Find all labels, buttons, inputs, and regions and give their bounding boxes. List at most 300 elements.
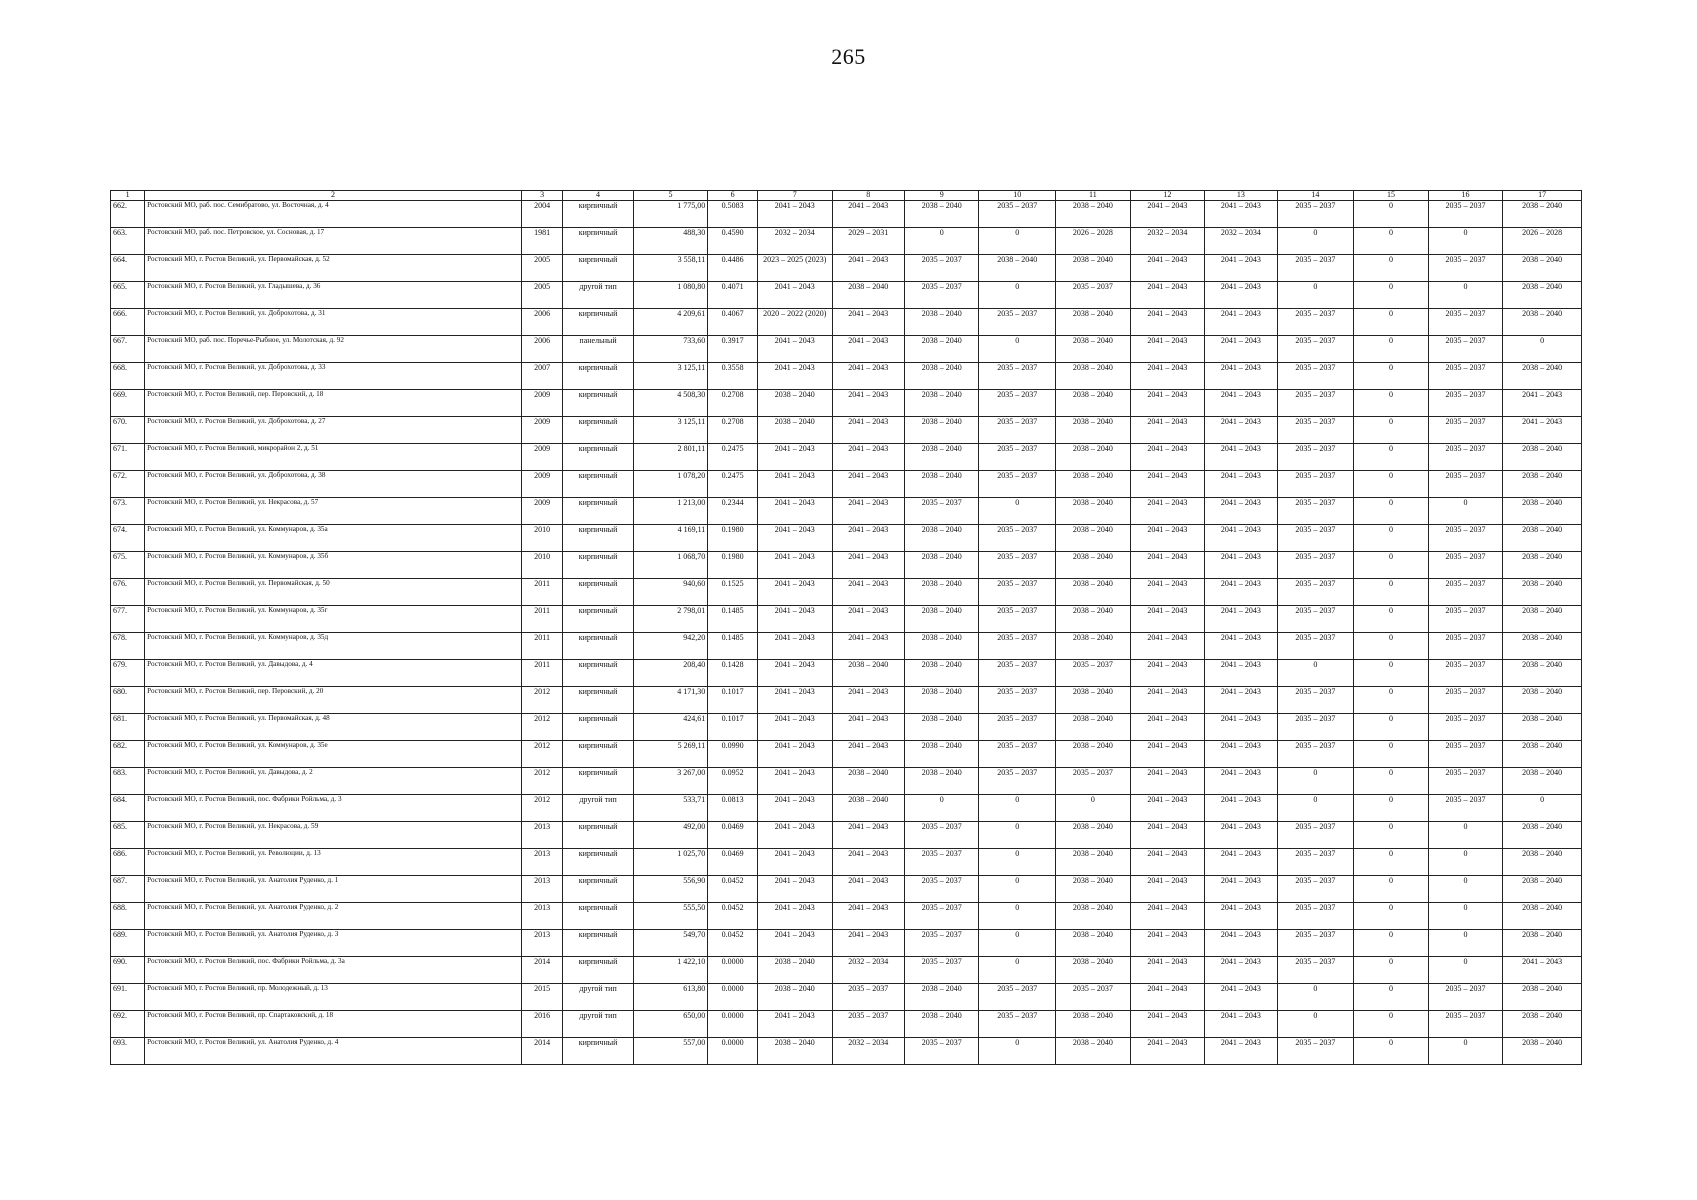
wear-ratio-cell: 0.2344 [708, 498, 758, 525]
period-c14-cell: 2035 – 2037 [1277, 822, 1354, 849]
period-c11-cell: 2038 – 2040 [1056, 1011, 1131, 1038]
period-c13-cell: 2041 – 2043 [1205, 201, 1277, 228]
period-c8-cell: 2041 – 2043 [832, 876, 904, 903]
period-c15-cell: 0 [1354, 660, 1429, 687]
period-c9-cell: 2035 – 2037 [904, 930, 979, 957]
address-cell: Ростовский МО, г. Ростов Великий, ул. Некрасова, д. 57 [145, 498, 522, 525]
wear-ratio-cell: 0.1485 [708, 606, 758, 633]
period-c9-cell: 2038 – 2040 [904, 201, 979, 228]
period-c14-cell: 2035 – 2037 [1277, 498, 1354, 525]
period-c10-cell: 2035 – 2037 [979, 471, 1056, 498]
row-number-cell: 663. [111, 228, 145, 255]
area-cell: 549,70 [633, 930, 708, 957]
address-cell: Ростовский МО, г. Ростов Великий, ул. Коммунаров, д. 35е [145, 741, 522, 768]
period-c8-cell: 2032 – 2034 [832, 1038, 904, 1065]
period-c15-cell: 0 [1354, 336, 1429, 363]
period-c13-cell: 2041 – 2043 [1205, 660, 1277, 687]
column-header-16: 16 [1428, 191, 1503, 201]
period-c7-cell: 2041 – 2043 [757, 282, 832, 309]
table-row [111, 741, 1582, 768]
period-c13-cell: 2032 – 2034 [1205, 228, 1277, 255]
row-number-cell: 674. [111, 525, 145, 552]
period-c13-cell: 2041 – 2043 [1205, 255, 1277, 282]
area-cell: 557,00 [633, 1038, 708, 1065]
table-row [111, 471, 1582, 498]
period-c10-cell: 2035 – 2037 [979, 660, 1056, 687]
year-built-cell: 1981 [521, 228, 562, 255]
period-c9-cell: 0 [904, 795, 979, 822]
wear-ratio-cell: 0.2708 [708, 417, 758, 444]
period-c8-cell: 2041 – 2043 [832, 498, 904, 525]
area-cell: 3 267,00 [633, 768, 708, 795]
period-c14-cell: 2035 – 2037 [1277, 579, 1354, 606]
period-c16-cell: 0 [1428, 282, 1503, 309]
row-number-cell: 665. [111, 282, 145, 309]
period-c7-cell: 2023 – 2025 (2023) [757, 255, 832, 282]
column-header-6: 6 [708, 191, 758, 201]
column-header-2: 2 [145, 191, 522, 201]
period-c8-cell: 2041 – 2043 [832, 201, 904, 228]
period-c16-cell: 0 [1428, 903, 1503, 930]
wall-material-cell: другой тип [563, 282, 633, 309]
column-header-8: 8 [832, 191, 904, 201]
period-c9-cell: 2038 – 2040 [904, 417, 979, 444]
period-c11-cell: 2038 – 2040 [1056, 849, 1131, 876]
table-row [111, 579, 1582, 606]
year-built-cell: 2007 [521, 363, 562, 390]
period-c17-cell: 2038 – 2040 [1503, 768, 1582, 795]
wall-material-cell: кирпичный [563, 552, 633, 579]
period-c14-cell: 2035 – 2037 [1277, 957, 1354, 984]
period-c13-cell: 2041 – 2043 [1205, 849, 1277, 876]
area-cell: 1 213,00 [633, 498, 708, 525]
period-c14-cell: 0 [1277, 1011, 1354, 1038]
row-number-cell: 676. [111, 579, 145, 606]
period-c10-cell: 2035 – 2037 [979, 606, 1056, 633]
year-built-cell: 2013 [521, 876, 562, 903]
period-c7-cell: 2041 – 2043 [757, 633, 832, 660]
period-c17-cell: 2038 – 2040 [1503, 1038, 1582, 1065]
period-c10-cell: 2035 – 2037 [979, 687, 1056, 714]
year-built-cell: 2005 [521, 282, 562, 309]
period-c9-cell: 2035 – 2037 [904, 849, 979, 876]
year-built-cell: 2009 [521, 471, 562, 498]
area-cell: 1 068,70 [633, 552, 708, 579]
period-c9-cell: 2038 – 2040 [904, 1011, 979, 1038]
period-c12-cell: 2041 – 2043 [1130, 1038, 1205, 1065]
wear-ratio-cell: 0.5083 [708, 201, 758, 228]
column-header-5: 5 [633, 191, 708, 201]
address-cell: Ростовский МО, г. Ростов Великий, пр. Спартаковский, д. 18 [145, 1011, 522, 1038]
period-c9-cell: 2035 – 2037 [904, 498, 979, 525]
period-c17-cell: 2038 – 2040 [1503, 282, 1582, 309]
period-c17-cell: 2038 – 2040 [1503, 471, 1582, 498]
wear-ratio-cell: 0.0469 [708, 849, 758, 876]
area-cell: 5 269,11 [633, 741, 708, 768]
period-c12-cell: 2041 – 2043 [1130, 768, 1205, 795]
wall-material-cell: панельный [563, 336, 633, 363]
period-c7-cell: 2041 – 2043 [757, 660, 832, 687]
period-c17-cell: 2038 – 2040 [1503, 687, 1582, 714]
period-c14-cell: 2035 – 2037 [1277, 903, 1354, 930]
period-c9-cell: 2038 – 2040 [904, 363, 979, 390]
period-c14-cell: 2035 – 2037 [1277, 930, 1354, 957]
period-c16-cell: 2035 – 2037 [1428, 795, 1503, 822]
period-c11-cell: 2038 – 2040 [1056, 444, 1131, 471]
period-c7-cell: 2041 – 2043 [757, 768, 832, 795]
table-row [111, 903, 1582, 930]
wear-ratio-cell: 0.1428 [708, 660, 758, 687]
period-c17-cell: 2038 – 2040 [1503, 309, 1582, 336]
period-c17-cell: 2038 – 2040 [1503, 741, 1582, 768]
period-c7-cell: 2041 – 2043 [757, 579, 832, 606]
period-c15-cell: 0 [1354, 228, 1429, 255]
period-c16-cell: 2035 – 2037 [1428, 768, 1503, 795]
schedule-table [110, 190, 1582, 1065]
row-number-cell: 687. [111, 876, 145, 903]
period-c12-cell: 2041 – 2043 [1130, 1011, 1205, 1038]
wear-ratio-cell: 0.4590 [708, 228, 758, 255]
address-cell: Ростовский МО, г. Ростов Великий, ул. Коммунаров, д. 35а [145, 525, 522, 552]
year-built-cell: 2016 [521, 1011, 562, 1038]
period-c11-cell: 2038 – 2040 [1056, 1038, 1131, 1065]
period-c9-cell: 2038 – 2040 [904, 768, 979, 795]
period-c16-cell: 2035 – 2037 [1428, 363, 1503, 390]
period-c9-cell: 2038 – 2040 [904, 579, 979, 606]
wear-ratio-cell: 0.0000 [708, 1038, 758, 1065]
year-built-cell: 2006 [521, 336, 562, 363]
wall-material-cell: кирпичный [563, 768, 633, 795]
period-c11-cell: 2038 – 2040 [1056, 930, 1131, 957]
year-built-cell: 2015 [521, 984, 562, 1011]
period-c15-cell: 0 [1354, 579, 1429, 606]
period-c9-cell: 0 [904, 228, 979, 255]
period-c7-cell: 2041 – 2043 [757, 741, 832, 768]
period-c16-cell: 2035 – 2037 [1428, 984, 1503, 1011]
wear-ratio-cell: 0.1485 [708, 633, 758, 660]
period-c16-cell: 2035 – 2037 [1428, 687, 1503, 714]
period-c11-cell: 2038 – 2040 [1056, 417, 1131, 444]
row-number-cell: 680. [111, 687, 145, 714]
year-built-cell: 2012 [521, 741, 562, 768]
period-c14-cell: 2035 – 2037 [1277, 876, 1354, 903]
wall-material-cell: кирпичный [563, 1038, 633, 1065]
period-c12-cell: 2041 – 2043 [1130, 255, 1205, 282]
row-number-cell: 693. [111, 1038, 145, 1065]
wall-material-cell: кирпичный [563, 633, 633, 660]
period-c8-cell: 2032 – 2034 [832, 957, 904, 984]
period-c13-cell: 2041 – 2043 [1205, 930, 1277, 957]
period-c9-cell: 2035 – 2037 [904, 876, 979, 903]
period-c12-cell: 2041 – 2043 [1130, 282, 1205, 309]
period-c15-cell: 0 [1354, 903, 1429, 930]
year-built-cell: 2014 [521, 957, 562, 984]
period-c13-cell: 2041 – 2043 [1205, 444, 1277, 471]
year-built-cell: 2013 [521, 930, 562, 957]
period-c16-cell: 2035 – 2037 [1428, 741, 1503, 768]
period-c12-cell: 2041 – 2043 [1130, 444, 1205, 471]
period-c11-cell: 2038 – 2040 [1056, 309, 1131, 336]
wall-material-cell: кирпичный [563, 498, 633, 525]
period-c13-cell: 2041 – 2043 [1205, 822, 1277, 849]
period-c16-cell: 2035 – 2037 [1428, 390, 1503, 417]
table-row [111, 228, 1582, 255]
period-c10-cell: 2035 – 2037 [979, 444, 1056, 471]
wall-material-cell: кирпичный [563, 525, 633, 552]
table-row [111, 768, 1582, 795]
period-c7-cell: 2038 – 2040 [757, 1038, 832, 1065]
wall-material-cell: кирпичный [563, 876, 633, 903]
period-c8-cell: 2041 – 2043 [832, 606, 904, 633]
address-cell: Ростовский МО, г. Ростов Великий, ул. Анатолия Руденко, д. 2 [145, 903, 522, 930]
period-c7-cell: 2041 – 2043 [757, 471, 832, 498]
period-c11-cell: 2038 – 2040 [1056, 633, 1131, 660]
period-c10-cell: 2038 – 2040 [979, 255, 1056, 282]
address-cell: Ростовский МО, г. Ростов Великий, ул. Коммунаров, д. 35б [145, 552, 522, 579]
column-header-9: 9 [904, 191, 979, 201]
row-number-cell: 662. [111, 201, 145, 228]
period-c14-cell: 0 [1277, 795, 1354, 822]
period-c8-cell: 2041 – 2043 [832, 930, 904, 957]
wall-material-cell: другой тип [563, 984, 633, 1011]
period-c8-cell: 2041 – 2043 [832, 525, 904, 552]
row-number-cell: 668. [111, 363, 145, 390]
period-c17-cell: 2038 – 2040 [1503, 363, 1582, 390]
row-number-cell: 679. [111, 660, 145, 687]
wear-ratio-cell: 0.2708 [708, 390, 758, 417]
period-c13-cell: 2041 – 2043 [1205, 309, 1277, 336]
period-c11-cell: 2038 – 2040 [1056, 687, 1131, 714]
period-c15-cell: 0 [1354, 201, 1429, 228]
row-number-cell: 675. [111, 552, 145, 579]
period-c8-cell: 2041 – 2043 [832, 552, 904, 579]
period-c14-cell: 2035 – 2037 [1277, 687, 1354, 714]
wear-ratio-cell: 0.0452 [708, 876, 758, 903]
period-c12-cell: 2041 – 2043 [1130, 876, 1205, 903]
column-number-row [111, 191, 1582, 201]
year-built-cell: 2009 [521, 498, 562, 525]
area-cell: 4 209,61 [633, 309, 708, 336]
period-c14-cell: 0 [1277, 768, 1354, 795]
period-c7-cell: 2032 – 2034 [757, 228, 832, 255]
period-c16-cell: 2035 – 2037 [1428, 579, 1503, 606]
period-c7-cell: 2041 – 2043 [757, 687, 832, 714]
period-c14-cell: 0 [1277, 660, 1354, 687]
period-c12-cell: 2041 – 2043 [1130, 336, 1205, 363]
row-number-cell: 692. [111, 1011, 145, 1038]
period-c14-cell: 0 [1277, 228, 1354, 255]
period-c12-cell: 2041 – 2043 [1130, 822, 1205, 849]
period-c10-cell: 0 [979, 282, 1056, 309]
period-c9-cell: 2035 – 2037 [904, 255, 979, 282]
period-c17-cell: 2038 – 2040 [1503, 201, 1582, 228]
period-c17-cell: 2041 – 2043 [1503, 417, 1582, 444]
period-c9-cell: 2038 – 2040 [904, 525, 979, 552]
period-c10-cell: 0 [979, 498, 1056, 525]
period-c16-cell: 2035 – 2037 [1428, 255, 1503, 282]
period-c11-cell: 2038 – 2040 [1056, 822, 1131, 849]
address-cell: Ростовский МО, раб. пос. Петровское, ул. Сосновая, д. 17 [145, 228, 522, 255]
period-c17-cell: 2041 – 2043 [1503, 390, 1582, 417]
period-c10-cell: 0 [979, 930, 1056, 957]
period-c17-cell: 2038 – 2040 [1503, 876, 1582, 903]
period-c14-cell: 2035 – 2037 [1277, 741, 1354, 768]
column-header-12: 12 [1130, 191, 1205, 201]
period-c16-cell: 2035 – 2037 [1428, 525, 1503, 552]
housing-repair-schedule [110, 190, 1582, 1065]
period-c8-cell: 2038 – 2040 [832, 768, 904, 795]
period-c15-cell: 0 [1354, 930, 1429, 957]
row-number-cell: 685. [111, 822, 145, 849]
period-c12-cell: 2041 – 2043 [1130, 363, 1205, 390]
period-c14-cell: 2035 – 2037 [1277, 363, 1354, 390]
table-row [111, 201, 1582, 228]
period-c7-cell: 2038 – 2040 [757, 957, 832, 984]
period-c15-cell: 0 [1354, 1038, 1429, 1065]
period-c11-cell: 2035 – 2037 [1056, 768, 1131, 795]
period-c8-cell: 2041 – 2043 [832, 471, 904, 498]
wear-ratio-cell: 0.0452 [708, 930, 758, 957]
column-header-14: 14 [1277, 191, 1354, 201]
period-c15-cell: 0 [1354, 525, 1429, 552]
period-c9-cell: 2038 – 2040 [904, 444, 979, 471]
year-built-cell: 2012 [521, 714, 562, 741]
period-c11-cell: 2035 – 2037 [1056, 282, 1131, 309]
wall-material-cell: кирпичный [563, 471, 633, 498]
period-c14-cell: 2035 – 2037 [1277, 606, 1354, 633]
period-c12-cell: 2041 – 2043 [1130, 903, 1205, 930]
area-cell: 556,90 [633, 876, 708, 903]
period-c8-cell: 2041 – 2043 [832, 390, 904, 417]
page-number: 265 [831, 44, 866, 69]
period-c13-cell: 2041 – 2043 [1205, 282, 1277, 309]
period-c17-cell: 2038 – 2040 [1503, 552, 1582, 579]
period-c12-cell: 2041 – 2043 [1130, 471, 1205, 498]
wall-material-cell: кирпичный [563, 714, 633, 741]
period-c7-cell: 2041 – 2043 [757, 363, 832, 390]
period-c13-cell: 2041 – 2043 [1205, 390, 1277, 417]
period-c17-cell: 2038 – 2040 [1503, 984, 1582, 1011]
table-row [111, 822, 1582, 849]
period-c12-cell: 2041 – 2043 [1130, 417, 1205, 444]
period-c10-cell: 0 [979, 795, 1056, 822]
wall-material-cell: другой тип [563, 795, 633, 822]
period-c13-cell: 2041 – 2043 [1205, 363, 1277, 390]
period-c14-cell: 2035 – 2037 [1277, 1038, 1354, 1065]
period-c12-cell: 2041 – 2043 [1130, 660, 1205, 687]
period-c10-cell: 2035 – 2037 [979, 984, 1056, 1011]
period-c8-cell: 2035 – 2037 [832, 984, 904, 1011]
wear-ratio-cell: 0.0469 [708, 822, 758, 849]
period-c13-cell: 2041 – 2043 [1205, 1011, 1277, 1038]
address-cell: Ростовский МО, раб. пос. Поречье-Рыбное, ул. Молотская, д. 92 [145, 336, 522, 363]
row-number-cell: 688. [111, 903, 145, 930]
period-c13-cell: 2041 – 2043 [1205, 498, 1277, 525]
wall-material-cell: кирпичный [563, 417, 633, 444]
year-built-cell: 2012 [521, 795, 562, 822]
area-cell: 555,50 [633, 903, 708, 930]
period-c14-cell: 2035 – 2037 [1277, 633, 1354, 660]
row-number-cell: 690. [111, 957, 145, 984]
period-c15-cell: 0 [1354, 822, 1429, 849]
period-c15-cell: 0 [1354, 687, 1429, 714]
period-c12-cell: 2041 – 2043 [1130, 525, 1205, 552]
period-c10-cell: 2035 – 2037 [979, 579, 1056, 606]
period-c13-cell: 2041 – 2043 [1205, 741, 1277, 768]
period-c12-cell: 2032 – 2034 [1130, 228, 1205, 255]
period-c10-cell: 2035 – 2037 [979, 390, 1056, 417]
period-c11-cell: 2038 – 2040 [1056, 714, 1131, 741]
period-c17-cell: 2038 – 2040 [1503, 660, 1582, 687]
period-c14-cell: 2035 – 2037 [1277, 714, 1354, 741]
period-c7-cell: 2041 – 2043 [757, 1011, 832, 1038]
address-cell: Ростовский МО, г. Ростов Великий, ул. Некрасова, д. 59 [145, 822, 522, 849]
column-header-17: 17 [1503, 191, 1582, 201]
period-c7-cell: 2038 – 2040 [757, 984, 832, 1011]
year-built-cell: 2009 [521, 417, 562, 444]
row-number-cell: 691. [111, 984, 145, 1011]
period-c17-cell: 0 [1503, 795, 1582, 822]
period-c16-cell: 2035 – 2037 [1428, 444, 1503, 471]
period-c11-cell: 2038 – 2040 [1056, 255, 1131, 282]
period-c8-cell: 2029 – 2031 [832, 228, 904, 255]
period-c7-cell: 2041 – 2043 [757, 336, 832, 363]
area-cell: 4 171,30 [633, 687, 708, 714]
row-number-cell: 667. [111, 336, 145, 363]
period-c15-cell: 0 [1354, 876, 1429, 903]
period-c10-cell: 0 [979, 228, 1056, 255]
year-built-cell: 2005 [521, 255, 562, 282]
wall-material-cell: кирпичный [563, 687, 633, 714]
wear-ratio-cell: 0.1980 [708, 525, 758, 552]
column-header-4: 4 [563, 191, 633, 201]
period-c13-cell: 2041 – 2043 [1205, 1038, 1277, 1065]
period-c12-cell: 2041 – 2043 [1130, 714, 1205, 741]
row-number-cell: 686. [111, 849, 145, 876]
period-c15-cell: 0 [1354, 768, 1429, 795]
address-cell: Ростовский МО, г. Ростов Великий, микрорайон 2, д. 51 [145, 444, 522, 471]
address-cell: Ростовский МО, г. Ростов Великий, ул. Давыдова, д. 2 [145, 768, 522, 795]
period-c15-cell: 0 [1354, 552, 1429, 579]
period-c8-cell: 2041 – 2043 [832, 849, 904, 876]
period-c8-cell: 2041 – 2043 [832, 714, 904, 741]
period-c9-cell: 2035 – 2037 [904, 822, 979, 849]
period-c7-cell: 2041 – 2043 [757, 876, 832, 903]
period-c14-cell: 2035 – 2037 [1277, 471, 1354, 498]
row-number-cell: 683. [111, 768, 145, 795]
period-c14-cell: 2035 – 2037 [1277, 444, 1354, 471]
row-number-cell: 671. [111, 444, 145, 471]
period-c15-cell: 0 [1354, 741, 1429, 768]
period-c11-cell: 2038 – 2040 [1056, 525, 1131, 552]
period-c10-cell: 2035 – 2037 [979, 633, 1056, 660]
period-c7-cell: 2041 – 2043 [757, 903, 832, 930]
period-c10-cell: 2035 – 2037 [979, 525, 1056, 552]
wear-ratio-cell: 0.0952 [708, 768, 758, 795]
period-c12-cell: 2041 – 2043 [1130, 390, 1205, 417]
wall-material-cell: кирпичный [563, 444, 633, 471]
table-row [111, 390, 1582, 417]
year-built-cell: 2011 [521, 579, 562, 606]
wear-ratio-cell: 0.4486 [708, 255, 758, 282]
address-cell: Ростовский МО, г. Ростов Великий, пос. Фабрики Ройльма, д. 3 [145, 795, 522, 822]
period-c8-cell: 2041 – 2043 [832, 444, 904, 471]
period-c15-cell: 0 [1354, 417, 1429, 444]
address-cell: Ростовский МО, раб. пос. Семибратово, ул. Восточная, д. 4 [145, 201, 522, 228]
area-cell: 733,60 [633, 336, 708, 363]
table-row [111, 552, 1582, 579]
table-row [111, 336, 1582, 363]
